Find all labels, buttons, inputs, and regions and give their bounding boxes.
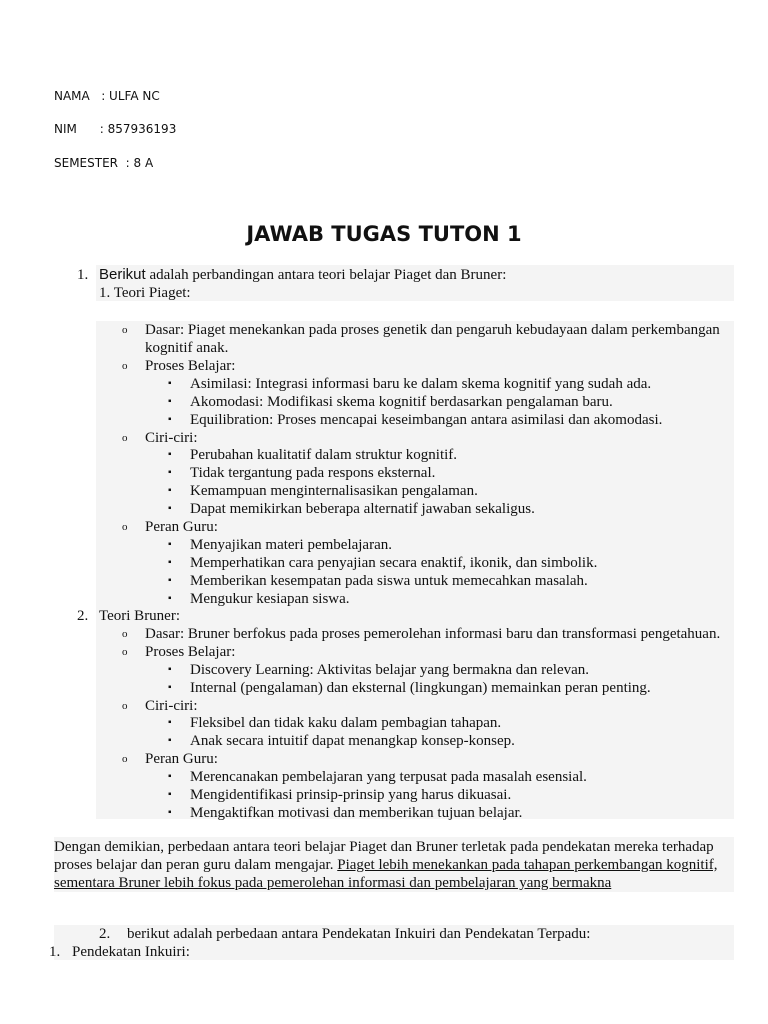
bruner-peran-label: Peran Guru: [145, 751, 218, 767]
circle-bullet-icon: o [122, 753, 128, 765]
circle-bullet-icon: o [122, 700, 128, 712]
piaget-dasar-line-2: kognitif anak. [145, 340, 229, 356]
piaget-dasar-line-1: Dasar: Piaget menekankan pada proses genetik dan pengaruh kebudayaan dalam perkembangan [145, 322, 720, 338]
intro-lead-word: Berikut [99, 266, 146, 283]
list-item: Kemampuan menginternalisasikan pengalaman. [190, 483, 478, 499]
square-bullet-icon: ▪ [168, 771, 172, 782]
square-bullet-icon: ▪ [168, 735, 172, 746]
bruner-ciri-label: Ciri-ciri: [145, 698, 198, 714]
conclusion-underlined-text: Piaget lebih menekankan pada tahapan perkembangan kognitif, [337, 857, 718, 873]
conclusion-line-3: sementara Bruner lebih fokus pada pemerolehan informasi dan pembelajaran yang bermakna [54, 875, 612, 891]
document-title: JAWAB TUGAS TUTON 1 [246, 222, 522, 246]
list-item: Anak secara intuitif dapat menangkap konsep-konsep. [190, 733, 515, 749]
square-bullet-icon: ▪ [168, 575, 172, 586]
square-bullet-icon: ▪ [168, 557, 172, 568]
conclusion-plain-text: proses belajar dan peran guru dalam mengajar. [54, 857, 338, 873]
student-nim: NIM : 857936193 [54, 122, 177, 136]
list-item: Tidak tergantung pada respons eksternal. [190, 465, 436, 481]
list-item: Merencanakan pembelajaran yang terpusat pada masalah esensial. [190, 769, 587, 785]
list-item: Mengaktifkan motivasi dan memberikan tujuan belajar. [190, 805, 523, 821]
list-item: Perubahan kualitatif dalam struktur kognitif. [190, 447, 458, 463]
question-number: 2. [99, 926, 111, 942]
square-bullet-icon: ▪ [168, 414, 172, 425]
square-bullet-icon: ▪ [168, 664, 172, 675]
conclusion-line-1: Dengan demikian, perbedaan antara teori belajar Piaget dan Bruner terletak pada pendekatan mereka terhadap [54, 839, 714, 855]
conclusion-line-2 [54, 856, 718, 874]
square-bullet-icon: ▪ [168, 807, 172, 818]
section-heading-piaget: 1. Teori Piaget: [99, 285, 191, 301]
circle-bullet-icon: o [122, 628, 128, 640]
circle-bullet-icon: o [122, 360, 128, 372]
square-bullet-icon: ▪ [168, 503, 172, 514]
square-bullet-icon: ▪ [168, 485, 172, 496]
circle-bullet-icon: o [122, 646, 128, 658]
list-item: Menyajikan materi pembelajaran. [190, 537, 392, 553]
list-item: Discovery Learning: Aktivitas belajar yang bermakna dan relevan. [190, 662, 590, 678]
list-item: Fleksibel dan tidak kaku dalam pembagian tahapan. [190, 715, 502, 731]
question-number: 1. [77, 267, 89, 283]
list-item: Akomodasi: Modifikasi skema kognitif berdasarkan pengalaman baru. [190, 394, 613, 410]
list-item: Internal (pengalaman) dan eksternal (lingkungan) memainkan peran penting. [190, 680, 651, 696]
list-item: Equilibration: Proses mencapai keseimbangan antara asimilasi dan akomodasi. [190, 412, 663, 428]
question-intro [99, 266, 506, 284]
intro-text: adalah perbandingan antara teori belajar Piaget dan Bruner: [149, 267, 507, 283]
question-intro: berikut adalah perbedaan antara Pendekatan Inkuiri dan Pendekatan Terpadu: [127, 926, 591, 942]
square-bullet-icon: ▪ [168, 539, 172, 550]
square-bullet-icon: ▪ [168, 467, 172, 478]
list-item: Asimilasi: Integrasi informasi baru ke dalam skema kognitif yang sudah ada. [190, 376, 652, 392]
square-bullet-icon: ▪ [168, 449, 172, 460]
section-number-inkuiri: 1. [49, 944, 61, 960]
square-bullet-icon: ▪ [168, 717, 172, 728]
piaget-peran-label: Peran Guru: [145, 519, 218, 535]
circle-bullet-icon: o [122, 521, 128, 533]
circle-bullet-icon: o [122, 432, 128, 444]
bruner-dasar: Dasar: Bruner berfokus pada proses pemerolehan informasi baru dan transformasi pengetahuan. [145, 626, 721, 642]
student-name: NAMA : ULFA NC [54, 89, 160, 103]
section-number-bruner: 2. [77, 608, 89, 624]
list-item: Mengukur kesiapan siswa. [190, 591, 350, 607]
list-item: Mengidentifikasi prinsip-prinsip yang harus dikuasai. [190, 787, 512, 803]
section-heading-inkuiri: Pendekatan Inkuiri: [72, 944, 190, 960]
bruner-proses-label: Proses Belajar: [145, 644, 236, 660]
square-bullet-icon: ▪ [168, 396, 172, 407]
circle-bullet-icon: o [122, 324, 128, 336]
section-heading-bruner: Teori Bruner: [99, 608, 181, 624]
list-item: Dapat memikirkan beberapa alternatif jawaban sekaligus. [190, 501, 535, 517]
piaget-proses-label: Proses Belajar: [145, 358, 236, 374]
square-bullet-icon: ▪ [168, 378, 172, 389]
student-semester: SEMESTER : 8 A [54, 156, 154, 170]
list-item: Memberikan kesempatan pada siswa untuk memecahkan masalah. [190, 573, 588, 589]
piaget-ciri-label: Ciri-ciri: [145, 430, 198, 446]
square-bullet-icon: ▪ [168, 682, 172, 693]
list-item: Memperhatikan cara penyajian secara enaktif, ikonik, dan simbolik. [190, 555, 598, 571]
square-bullet-icon: ▪ [168, 593, 172, 604]
square-bullet-icon: ▪ [168, 789, 172, 800]
